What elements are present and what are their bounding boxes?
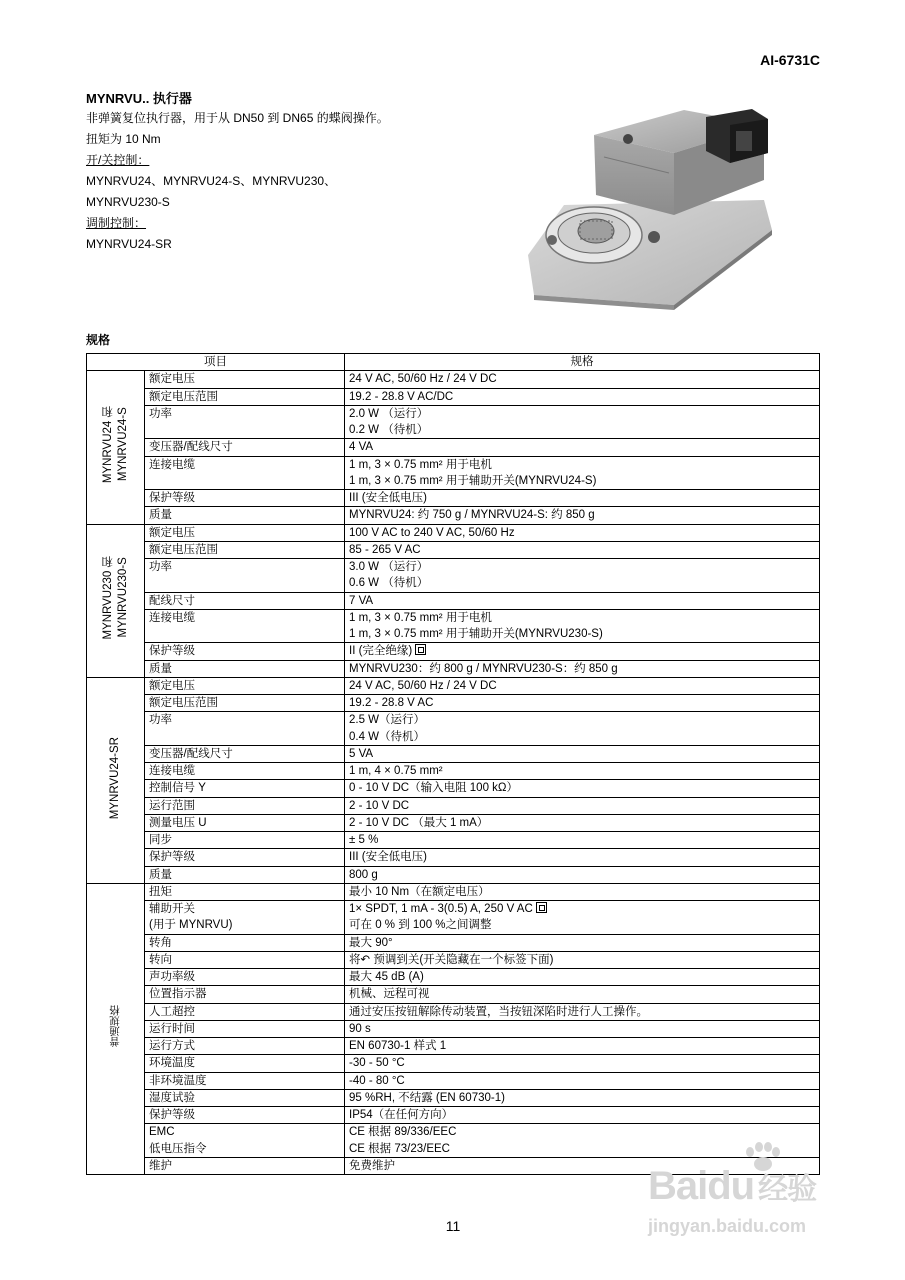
spec-cell: 最小 10 Nm（在额定电压） — [345, 883, 820, 900]
item-cell: 运行时间 — [145, 1020, 345, 1037]
table-row — [87, 832, 820, 849]
item-cell: 辅助开关 (用于 MYNRVU) — [145, 901, 345, 935]
table-row — [87, 814, 820, 831]
table-row — [87, 1072, 820, 1089]
spec-cell: 通过安压按钮解除传动装置，当按钮深陷时进行人工操作。 — [345, 1003, 820, 1020]
item-cell: 测量电压 U — [145, 814, 345, 831]
spec-cell: 2 - 10 V DC （最大 1 mA） — [345, 814, 820, 831]
table-row — [87, 456, 820, 490]
item-cell: 湿度试验 — [145, 1089, 345, 1106]
specs-heading: 规格 — [86, 333, 111, 347]
item-cell: 转向 — [145, 951, 345, 968]
item-cell: 控制信号 Y — [145, 780, 345, 797]
table-row — [87, 1003, 820, 1020]
spec-cell: 3.0 W （运行） 0.6 W （待机） — [345, 559, 820, 593]
spec-cell: 1 m, 3 × 0.75 mm² 用于电机 1 m, 3 × 0.75 mm² 用于辅助开关(MYNRVU24-S) — [345, 456, 820, 490]
item-cell: 环境温度 — [145, 1055, 345, 1072]
item-cell: 变压器/配线尺寸 — [145, 745, 345, 762]
intro-line: MYNRVU24-SR — [86, 237, 172, 251]
item-cell: 质量 — [145, 507, 345, 524]
intro-section — [86, 90, 506, 255]
spec-cell: 1 m, 3 × 0.75 mm² 用于电机 1 m, 3 × 0.75 mm² 用于辅助开关(MYNRVU230-S) — [345, 609, 820, 643]
item-cell: 非环境温度 — [145, 1072, 345, 1089]
table-row — [87, 780, 820, 797]
table-row — [87, 797, 820, 814]
spec-table — [86, 353, 820, 1175]
table-row — [87, 541, 820, 558]
item-cell: 同步 — [145, 832, 345, 849]
table-row — [87, 1089, 820, 1106]
table-row — [87, 951, 820, 968]
item-cell: 额定电压范围 — [145, 388, 345, 405]
table-row — [87, 901, 820, 935]
spec-cell: 100 V AC to 240 V AC, 50/60 Hz — [345, 524, 820, 541]
double-insulation-icon — [415, 644, 426, 655]
spec-cell: 2 - 10 V DC — [345, 797, 820, 814]
item-cell: 额定电压 — [145, 371, 345, 388]
item-cell: 连接电缆 — [145, 763, 345, 780]
spec-cell: III (安全低电压) — [345, 849, 820, 866]
spec-cell: 免费维护 — [345, 1157, 820, 1174]
column-header-item: 项目 — [87, 354, 345, 371]
intro-subheading-modulating: 调制控制： — [86, 216, 147, 230]
item-cell: 运行方式 — [145, 1038, 345, 1055]
spec-cell: 24 V AC, 50/60 Hz / 24 V DC — [345, 371, 820, 388]
spec-cell: 2.0 W （运行） 0.2 W （待机） — [345, 405, 820, 439]
item-cell: 变压器/配线尺寸 — [145, 439, 345, 456]
spec-cell: 2.5 W（运行） 0.4 W（待机） — [345, 712, 820, 746]
spec-cell: 800 g — [345, 866, 820, 883]
item-cell: 声功率级 — [145, 969, 345, 986]
spec-cell: 19.2 - 28.8 V AC — [345, 695, 820, 712]
table-row — [87, 763, 820, 780]
spec-cell: 24 V AC, 50/60 Hz / 24 V DC — [345, 677, 820, 694]
spec-cell: CE 根据 89/336/EEC CE 根据 73/23/EEC — [345, 1124, 820, 1158]
table-row — [87, 695, 820, 712]
spec-cell: 最大 90° — [345, 934, 820, 951]
spec-cell: II (完全绝缘) — [345, 643, 820, 660]
table-row — [87, 559, 820, 593]
document-id: AI-6731C — [760, 52, 820, 68]
table-row — [87, 866, 820, 883]
spec-cell: IP54（在任何方向） — [345, 1107, 820, 1124]
spec-cell: 将↶ 预调到关(开关隐藏在一个标签下面) — [345, 951, 820, 968]
table-row — [87, 490, 820, 507]
table-row — [87, 1107, 820, 1124]
group-label-mynrvu230: MYNRVU230 和 MYNRVU230-S — [87, 524, 145, 677]
item-cell: 额定电压 — [145, 677, 345, 694]
table-header-row — [87, 354, 820, 371]
item-cell: 质量 — [145, 866, 345, 883]
intro-line: 非弹簧复位执行器，用于从 DN50 到 DN65 的蝶阀操作。 — [86, 111, 389, 125]
spec-cell: 机械、远程可视 — [345, 986, 820, 1003]
spec-cell: III (安全低电压) — [345, 490, 820, 507]
spec-cell: 7 VA — [345, 592, 820, 609]
intro-line: 扭矩为 10 Nm — [86, 132, 161, 146]
table-row — [87, 439, 820, 456]
item-cell: 功率 — [145, 559, 345, 593]
spec-cell: 85 - 265 V AC — [345, 541, 820, 558]
table-row — [87, 507, 820, 524]
spec-cell: 95 %RH, 不结露 (EN 60730-1) — [345, 1089, 820, 1106]
watermark-url: jingyan.baidu.com — [648, 1216, 807, 1236]
intro-subheading-onoff: 开/关控制： — [86, 153, 150, 167]
item-cell: 额定电压范围 — [145, 541, 345, 558]
table-row — [87, 969, 820, 986]
spec-cell: 最大 45 dB (A) — [345, 969, 820, 986]
item-cell: 连接电缆 — [145, 609, 345, 643]
item-cell: 位置指示器 — [145, 986, 345, 1003]
table-row — [87, 1020, 820, 1037]
item-cell: 保护等级 — [145, 1107, 345, 1124]
spec-cell: 5 VA — [345, 745, 820, 762]
spec-cell: EN 60730-1 样式 1 — [345, 1038, 820, 1055]
table-row — [87, 388, 820, 405]
item-cell: 额定电压 — [145, 524, 345, 541]
double-insulation-icon — [536, 902, 547, 913]
spec-cell: ± 5 % — [345, 832, 820, 849]
item-cell: 保护等级 — [145, 849, 345, 866]
table-row — [87, 592, 820, 609]
spec-cell: 0 - 10 V DC（输入电阻 100 kΩ） — [345, 780, 820, 797]
table-row — [87, 1038, 820, 1055]
item-cell: 转角 — [145, 934, 345, 951]
spec-cell: 90 s — [345, 1020, 820, 1037]
spec-cell: 4 VA — [345, 439, 820, 456]
intro-line: MYNRVU230-S — [86, 195, 170, 209]
table-row — [87, 849, 820, 866]
item-cell: 保护等级 — [145, 490, 345, 507]
item-cell: 人工超控 — [145, 1003, 345, 1020]
table-row — [87, 660, 820, 677]
table-row — [87, 712, 820, 746]
item-cell: 维护 — [145, 1157, 345, 1174]
item-cell: 额定电压范围 — [145, 695, 345, 712]
table-row — [87, 643, 820, 660]
item-cell: 功率 — [145, 405, 345, 439]
spec-cell: 1 m, 4 × 0.75 mm² — [345, 763, 820, 780]
spec-cell: MYNRVU24: 约 750 g / MYNRVU24-S: 约 850 g — [345, 507, 820, 524]
item-cell: EMC 低电压指令 — [145, 1124, 345, 1158]
table-row — [87, 934, 820, 951]
group-label-mynrvu24-sr: MYNRVU24-SR — [87, 677, 145, 883]
column-header-spec: 规格 — [345, 354, 820, 371]
table-row — [87, 745, 820, 762]
intro-line: MYNRVU24、MYNRVU24-S、MYNRVU230、 — [86, 174, 337, 188]
item-cell: 扭矩 — [145, 883, 345, 900]
table-row — [87, 609, 820, 643]
watermark-brand: Baidu 经验 — [648, 1164, 817, 1208]
table-row — [87, 986, 820, 1003]
group-label-mynrvu24: MYNRVU24 和 MYNRVU24-S — [87, 371, 145, 524]
table-row — [87, 405, 820, 439]
table-row — [87, 371, 820, 388]
actuator-photo — [524, 95, 772, 310]
spec-cell: -30 - 50 °C — [345, 1055, 820, 1072]
table-row — [87, 1055, 820, 1072]
spec-cell: 19.2 - 28.8 V AC/DC — [345, 388, 820, 405]
table-row — [87, 524, 820, 541]
spec-cell: 1× SPDT, 1 mA - 3(0.5) A, 250 V AC 可在 0 % 到 100 %之间调整 — [345, 901, 820, 935]
item-cell: 功率 — [145, 712, 345, 746]
page-number: 11 — [445, 1218, 461, 1234]
item-cell: 运行范围 — [145, 797, 345, 814]
spec-cell: -40 - 80 °C — [345, 1072, 820, 1089]
spec-cell: MYNRVU230：约 800 g / MYNRVU230-S：约 850 g — [345, 660, 820, 677]
table-row — [87, 677, 820, 694]
table-row — [87, 883, 820, 900]
item-cell: 质量 — [145, 660, 345, 677]
item-cell: 保护等级 — [145, 643, 345, 660]
item-cell: 连接电缆 — [145, 456, 345, 490]
group-label-general: 普通规格 — [87, 883, 145, 1174]
watermark — [640, 1140, 855, 1260]
product-title: MYNRVU.. 执行器 — [86, 91, 192, 106]
item-cell: 配线尺寸 — [145, 592, 345, 609]
